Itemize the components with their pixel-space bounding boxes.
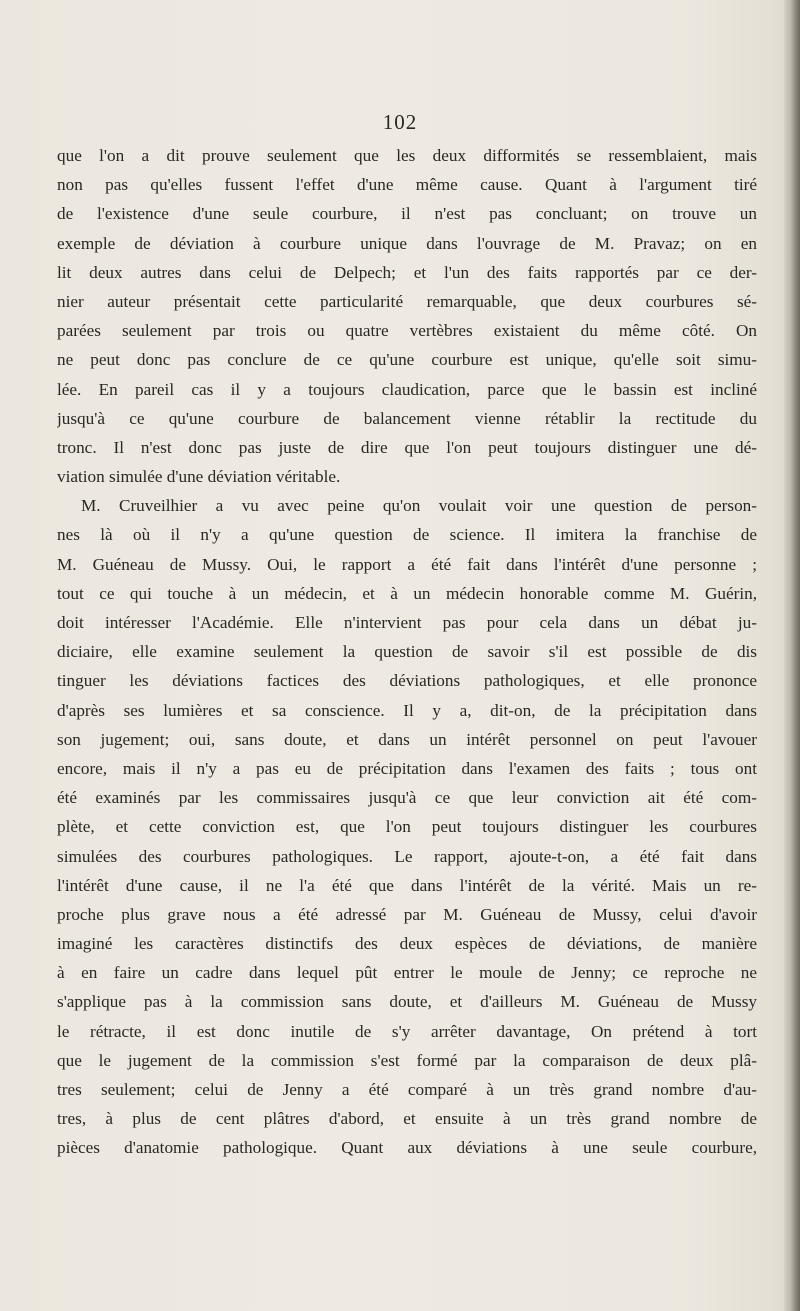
text-line: nes là où il n'y a qu'une question de science. Il imitera la franchise de — [57, 525, 757, 545]
page-number: 102 — [382, 110, 418, 134]
text-line: le rétracte, il est donc inutile de s'y arrêter davantage, On prétend à tort — [57, 1021, 757, 1041]
text-line: pièces d'anatomie pathologique. Quant aux déviations à une seule courbure, — [57, 1138, 757, 1158]
text-line: encore, mais il n'y a pas eu de précipitation dans l'examen des faits ; tous ont — [57, 758, 757, 778]
text-line: ne peut donc pas conclure de ce qu'une courbure est unique, qu'elle soit simu- — [57, 350, 757, 370]
text-line: tinguer les déviations factices des déviations pathologiques, et elle prononce — [57, 671, 757, 691]
text-line: diciaire, elle examine seulement la question de savoir s'il est possible de dis — [57, 642, 757, 662]
text-line: à en faire un cadre dans lequel pût entrer le moule de Jenny; ce reproche ne — [57, 963, 757, 983]
body-text — [57, 141, 757, 1163]
text-line: plète, et cette conviction est, que l'on peut toujours distinguer les courbures — [57, 817, 757, 837]
text-line: tout ce qui touche à un médecin, et à un médecin honorable comme M. Guérin, — [57, 583, 757, 603]
text-line: imaginé les caractères distinctifs des deux espèces de déviations, de manière — [57, 934, 757, 954]
text-line: jusqu'à ce qu'une courbure de balancement vienne rétablir la rectitude du — [57, 408, 757, 428]
text-line: viation simulée d'une déviation véritable. — [57, 467, 341, 487]
text-line: que l'on a dit prouve seulement que les deux difformités se ressemblaient, mais — [57, 146, 757, 165]
text-line: non pas qu'elles fussent l'effet d'une même cause. Quant à l'argument tiré — [57, 175, 757, 195]
text-line: nier auteur présentait cette particularité remarquable, que deux courbures sé- — [57, 291, 757, 311]
text-line: parées seulement par trois ou quatre vertèbres existaient du même côté. On — [57, 321, 757, 341]
text-line: été examinés par les commissaires jusqu'à ce que leur conviction ait été com- — [57, 788, 757, 808]
text-line: exemple de déviation à courbure unique dans l'ouvrage de M. Pravaz; on en — [57, 233, 757, 253]
text-line: son jugement; oui, sans doute, et dans un intérêt personnel on peut l'avouer — [57, 729, 757, 749]
text-line: M. Guéneau de Mussy. Oui, le rapport a été fait dans l'intérêt d'une personne ; — [57, 554, 757, 574]
text-line: proche plus grave nous a été adressé par M. Guéneau de Mussy, celui d'avoir — [57, 904, 757, 924]
text-line: tronc. Il n'est donc pas juste de dire que l'on peut toujours distinguer une dé- — [57, 437, 757, 457]
text-line: lit deux autres dans celui de Delpech; et l'un des faits rapportés par ce der- — [57, 262, 757, 282]
text-line: lée. En pareil cas il y a toujours claudication, parce que le bassin est incliné — [57, 379, 757, 399]
page-edge-shadow — [784, 0, 800, 1311]
text-line: que le jugement de la commission s'est formé par la comparaison de deux plâ- — [57, 1050, 757, 1070]
text-line: doit intéresser l'Académie. Elle n'intervient pas pour cela dans un débat ju- — [57, 613, 757, 632]
text-line: s'applique pas à la commission sans doute, et d'ailleurs M. Guéneau de Mussy — [57, 992, 757, 1012]
text-line: tres, à plus de cent plâtres d'abord, et ensuite à un très grand nombre de — [57, 1109, 757, 1129]
text-line: M. Cruveilhier a vu avec peine qu'on voulait voir une question de person- — [81, 496, 757, 516]
text-line: de l'existence d'une seule courbure, il n'est pas concluant; on trouve un — [57, 204, 757, 224]
text-line: tres seulement; celui de Jenny a été comparé à un très grand nombre d'au- — [57, 1080, 757, 1099]
text-line: d'après ses lumières et sa conscience. Il y a, dit-on, de la précipitation dans — [57, 700, 757, 720]
text-line: simulées des courbures pathologiques. Le rapport, ajoute-t-on, a été fait dans — [57, 846, 757, 866]
text-line: l'intérêt d'une cause, il ne l'a été que dans l'intérêt de la vérité. Mais un re- — [57, 875, 757, 895]
